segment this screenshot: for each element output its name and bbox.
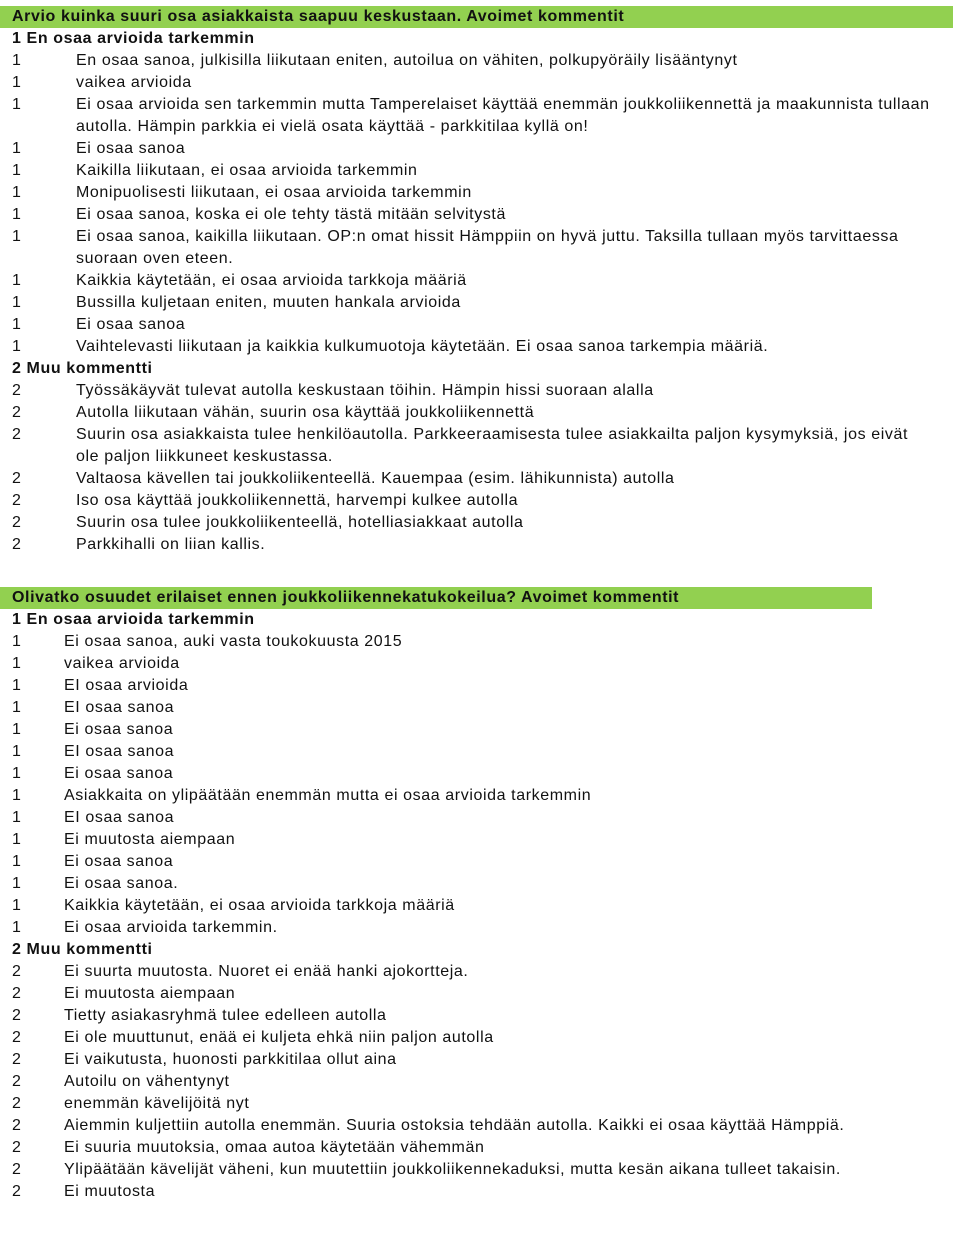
comment-row (12, 697, 872, 719)
response-code: 2 (12, 1073, 22, 1090)
comment-text: Ei osaa sanoa (64, 721, 174, 738)
comment-row (12, 631, 872, 653)
comment-text: vaikea arvioida (76, 74, 192, 91)
comment-list (0, 609, 872, 1203)
response-code: 2 (12, 470, 22, 487)
comment-text: Ei suurta muutosta. Nuoret ei enää hanki ajokortteja. (64, 963, 469, 980)
response-code: 1 (12, 831, 22, 848)
comment-text: EI osaa sanoa (64, 743, 175, 760)
response-code: 2 (12, 426, 22, 443)
comment-text: Ei osaa sanoa, auki vasta toukokuusta 2015 (64, 633, 403, 650)
response-code: 1 (12, 206, 22, 223)
comment-row (12, 785, 872, 807)
comment-text: Ei vaikutusta, huonosti parkkitilaa ollut aina (64, 1051, 397, 1068)
response-code: 2 (12, 382, 22, 399)
comment-row (12, 314, 953, 336)
response-code: 2 (12, 1095, 22, 1112)
response-code: 1 (12, 699, 22, 716)
comment-text: Ylipäätään kävelijät väheni, kun muutettiin joukkoliikennekaduksi, mutta kesän aikana tulleet takaisin. (64, 1161, 841, 1178)
response-code: 2 (12, 985, 22, 1002)
comment-row (12, 1027, 872, 1049)
comment-row (12, 653, 872, 675)
section-before-trial (0, 587, 872, 1203)
comment-text: Ei osaa sanoa, koska ei ole tehty tästä mitään selvitystä (76, 206, 506, 223)
comment-row (12, 1115, 872, 1137)
group-label: 2 Muu kommentti (12, 360, 153, 377)
comment-row (12, 719, 872, 741)
comment-text: Ei osaa arvioida sen tarkemmin mutta Tamperelaiset käyttää enemmän joukkoliikennettä ja maakunnista tullaan autolla. Hämpin parkkia ei vielä osata käyttää - parkkitilaa kyllä on! (76, 96, 930, 135)
comment-text: Kaikkia käytetään, ei osaa arvioida tarkkoja määriä (64, 897, 455, 914)
comment-text: Ei muutosta aiempaan (64, 985, 236, 1002)
response-code: 2 (12, 536, 22, 553)
comment-text: Tietty asiakasryhmä tulee edelleen autolla (64, 1007, 387, 1024)
response-code: 1 (12, 316, 22, 333)
comment-row (12, 807, 872, 829)
comment-text: Kaikilla liikutaan, ei osaa arvioida tarkemmin (76, 162, 418, 179)
comment-text: Ei osaa sanoa, kaikilla liikutaan. OP:n omat hissit Hämppiin on hyvä juttu. Taksilla tullaan myös tarvittaessa suoraan oven eteen. (76, 228, 899, 267)
response-code: 1 (12, 809, 22, 826)
comment-row (12, 829, 872, 851)
comment-text: Parkkihalli on liian kallis. (76, 536, 266, 553)
response-code: 2 (12, 404, 22, 421)
comment-row (12, 94, 953, 138)
response-code: 1 (12, 853, 22, 870)
response-code: 1 (12, 919, 22, 936)
comment-row (12, 270, 953, 292)
comment-row (12, 1137, 872, 1159)
comment-row (12, 182, 953, 204)
comment-text: Työssäkäyvät tulevat autolla keskustaan töihin. Hämpin hissi suoraan alalla (76, 382, 654, 399)
comment-row (12, 534, 953, 556)
comment-text: Ei osaa sanoa (76, 140, 186, 157)
comment-row (12, 50, 953, 72)
response-code: 2 (12, 1051, 22, 1068)
comment-row (12, 851, 872, 873)
comment-text: Asiakkaita on ylipäätään enemmän mutta ei osaa arvioida tarkemmin (64, 787, 592, 804)
comment-text: Autoilu on vähentynyt (64, 1073, 230, 1090)
response-code: 1 (12, 96, 22, 113)
comment-text: enemmän kävelijöitä nyt (64, 1095, 250, 1112)
comment-row (12, 1005, 872, 1027)
comment-text: EI osaa sanoa (64, 809, 175, 826)
comment-text: Valtaosa kävellen tai joukkoliikenteellä. Kauempaa (esim. lähikunnista) autolla (76, 470, 675, 487)
comment-text: Kaikkia käytetään, ei osaa arvioida tarkkoja määriä (76, 272, 467, 289)
comment-row (12, 468, 953, 490)
response-code: 1 (12, 677, 22, 694)
comment-row (12, 1071, 872, 1093)
comment-text: Suurin osa tulee joukkoliikenteellä, hotelliasiakkaat autolla (76, 514, 524, 531)
response-code: 2 (12, 492, 22, 509)
response-code: 1 (12, 897, 22, 914)
response-code: 1 (12, 184, 22, 201)
response-code: 1 (12, 228, 22, 245)
response-code: 1 (12, 875, 22, 892)
comment-text: Autolla liikutaan vähän, suurin osa käyttää joukkoliikennettä (76, 404, 535, 421)
response-code: 1 (12, 765, 22, 782)
response-code: 1 (12, 74, 22, 91)
comment-row (12, 160, 953, 182)
comment-row (12, 490, 953, 512)
comment-row (12, 380, 953, 402)
comment-text: Aiemmin kuljettiin autolla enemmän. Suuria ostoksia tehdään autolla. Kaikki ei osaa käyttää Hämppiä. (64, 1117, 845, 1134)
response-code: 2 (12, 514, 22, 531)
comment-text: Monipuolisesti liikutaan, ei osaa arvioida tarkemmin (76, 184, 472, 201)
comment-text: Ei osaa sanoa (76, 316, 186, 333)
response-code: 1 (12, 140, 22, 157)
comment-text: Ei muutosta (64, 1183, 156, 1200)
comment-row (12, 895, 872, 917)
comment-row (12, 1049, 872, 1071)
group-label: 1 En osaa arvioida tarkemmin (12, 30, 255, 47)
comment-row (12, 1093, 872, 1115)
comment-row (12, 675, 872, 697)
comment-row (12, 873, 872, 895)
response-code: 2 (12, 1007, 22, 1024)
comment-text: Iso osa käyttää joukkoliikennettä, harvempi kulkee autolla (76, 492, 519, 509)
comment-row (12, 512, 953, 534)
comment-text: Ei ole muuttunut, enää ei kuljeta ehkä niin paljon autolla (64, 1029, 494, 1046)
response-code: 1 (12, 294, 22, 311)
response-code: 2 (12, 1139, 22, 1156)
comment-text: Bussilla kuljetaan eniten, muuten hankala arvioida (76, 294, 461, 311)
response-code: 1 (12, 787, 22, 804)
comment-row (12, 983, 872, 1005)
response-code: 1 (12, 633, 22, 650)
section-header: Olivatko osuudet erilaiset ennen joukkoliikennekatukokeilua? Avoimet kommentit (0, 587, 872, 609)
comment-row (12, 1159, 872, 1181)
comment-row (12, 204, 953, 226)
comment-row (12, 961, 872, 983)
comment-row (12, 763, 872, 785)
comment-text: Ei muutosta aiempaan (64, 831, 236, 848)
response-code: 2 (12, 1183, 22, 1200)
comment-text: Ei osaa arvioida tarkemmin. (64, 919, 278, 936)
comment-text: vaikea arvioida (64, 655, 180, 672)
group-label: 1 En osaa arvioida tarkemmin (12, 611, 255, 628)
section-header: Arvio kuinka suuri osa asiakkaista saapuu keskustaan. Avoimet kommentit (0, 6, 953, 28)
comment-row (12, 138, 953, 160)
comment-row (12, 402, 953, 424)
comment-text: En osaa sanoa, julkisilla liikutaan eniten, autoilua on vähiten, polkupyöräily lisääntynyt (76, 52, 738, 69)
response-code: 1 (12, 52, 22, 69)
response-code: 1 (12, 743, 22, 760)
comment-row (12, 741, 872, 763)
comment-row (12, 72, 953, 94)
comment-text: Ei suuria muutoksia, omaa autoa käytetään vähemmän (64, 1139, 485, 1156)
comment-text: Ei osaa sanoa (64, 765, 174, 782)
response-code: 1 (12, 272, 22, 289)
response-code: 2 (12, 1161, 22, 1178)
comment-text: Vaihtelevasti liikutaan ja kaikkia kulkumuotoja käytetään. Ei osaa sanoa tarkempia määriä. (76, 338, 769, 355)
section-client-share (0, 6, 953, 556)
group-label: 2 Muu kommentti (12, 941, 153, 958)
response-code: 1 (12, 162, 22, 179)
response-code: 1 (12, 721, 22, 738)
comment-text: Suurin osa asiakkaista tulee henkilöautolla. Parkkeeraamisesta tulee asiakkailta paljon kysymyksiä, jos eivät ole paljon liikkuneet keskustassa. (76, 426, 909, 465)
comment-text: Ei osaa sanoa. (64, 875, 179, 892)
comment-row (12, 424, 953, 468)
comment-row (12, 292, 953, 314)
comment-row (12, 226, 953, 270)
response-code: 2 (12, 963, 22, 980)
comment-text: EI osaa sanoa (64, 699, 175, 716)
response-code: 1 (12, 338, 22, 355)
comment-text: Ei osaa sanoa (64, 853, 174, 870)
response-code: 1 (12, 655, 22, 672)
comment-row (12, 336, 953, 358)
response-code: 2 (12, 1117, 22, 1134)
comment-row (12, 917, 872, 939)
response-code: 2 (12, 1029, 22, 1046)
comment-list (0, 28, 953, 556)
comment-row (12, 1181, 872, 1203)
comment-text: EI osaa arvioida (64, 677, 189, 694)
